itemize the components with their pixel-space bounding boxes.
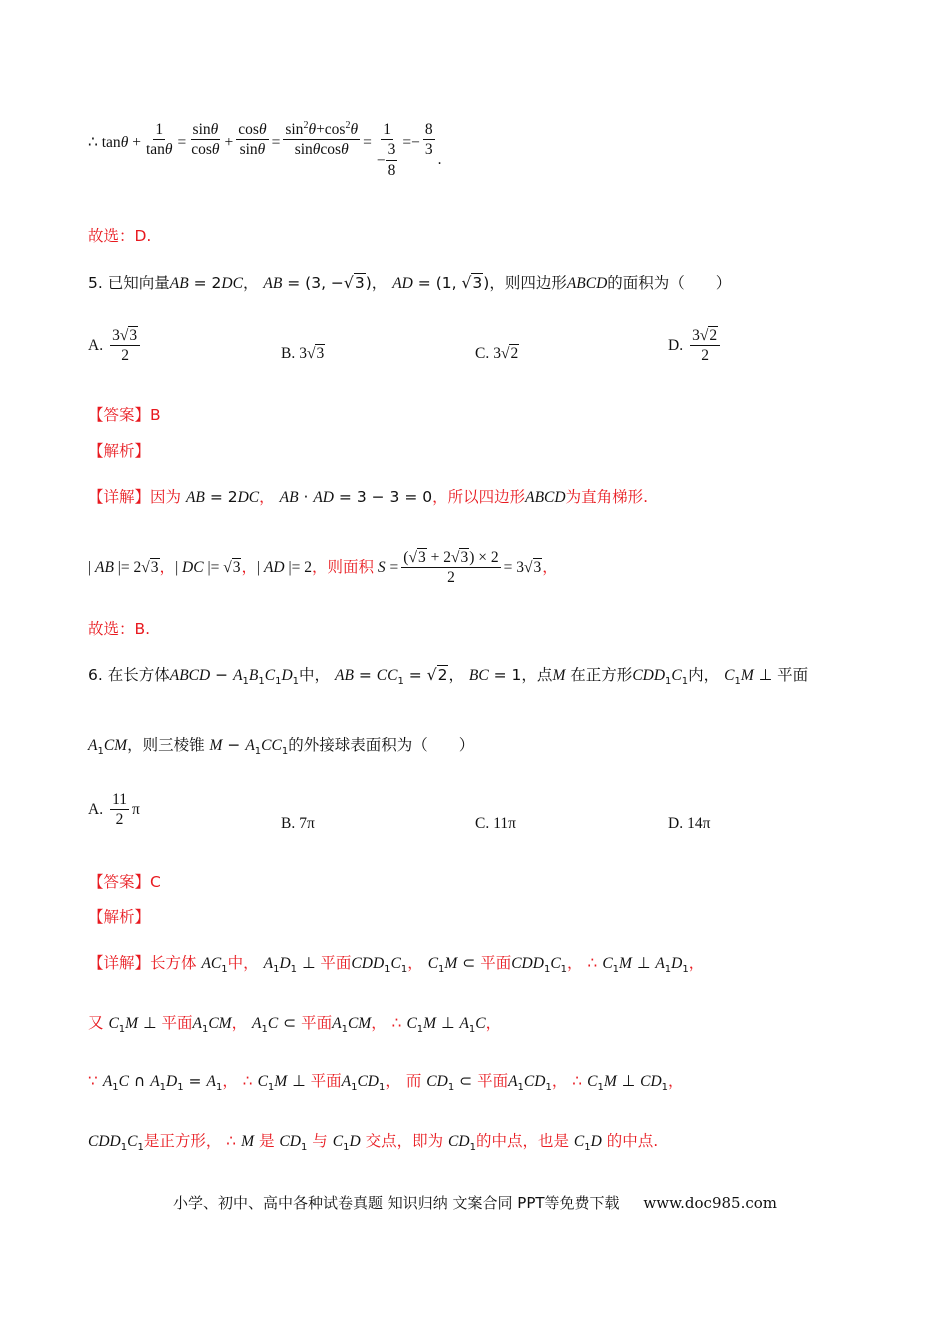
q6-option-d[interactable]: D. 14π [668, 815, 711, 832]
therefore-symbol: ∴ [88, 134, 98, 151]
footer-text: 小学、初中、高中各种试卷真题 知识归纳 文案合同 PPT等免费下载 [173, 1194, 620, 1212]
q5-analysis: 【解析】 [88, 442, 151, 460]
tan-equation: ∴ tanθ + $\frac{1}{\tan\theta}$ = $\frac{\sin\theta}{\cos\theta}$ + $\frac{\cos\theta}{\sin\theta}$ = $\frac{\sin^2\theta+\cos^2\theta}{\sin\theta\cos\theta}$ = 1 − $\frac{3}{8}$ = − $\frac{8}{3}$ . [88, 120, 442, 179]
q5-option-c[interactable]: C. 3√2 [475, 345, 519, 362]
q5-answer: 【答案】B [88, 406, 161, 424]
q5-conclusion: 故选：B. [88, 620, 151, 638]
q6-stem-line2: $A_1CM$，则三棱锥 $M - A_1CC_1$的外接球表面积为（ ） [88, 736, 475, 757]
footer-url-link[interactable]: www.doc985.com [643, 1194, 777, 1212]
q5-area-line: | AB |= 2√3 ， | DC |= √3 ， | AD |= 2 ，则面积 S = $\frac{(√3 + 2√3) \times 2}{2}$ = 3√3 ， [88, 549, 558, 587]
q6-detail-line4: $CDD_1C_1$是正方形， ∴ M 是 $CD_1$ 与 $C_1D$ 交点，即为 $CD_1$的中点，也是 $C_1D$ 的中点. [88, 1132, 659, 1153]
q5-stem: 5. 已知向量AB = 2DC， AB = (3, −√3)， AD = (1, √3)，则四边形ABCD的面积为（ ） [88, 274, 732, 292]
q5-option-a[interactable]: A. $\frac{3√3}{2}$ [88, 326, 143, 366]
page-footer [0, 1192, 950, 1213]
q6-answer: 【答案】C [88, 873, 161, 891]
prev-conclusion: 故选：D. [88, 227, 152, 245]
q6-detail-line2: 又 $C_1M$ ⊥ 平面$A_1CM$， $A_1C$ ⊂ 平面$A_1CM$， ∴ $C_1M$ ⊥ $A_1C$， [88, 1014, 502, 1035]
q6-option-c[interactable]: C. 11π [475, 815, 516, 832]
q6-analysis: 【解析】 [88, 908, 151, 926]
q6-detail-line1: 【详解】长方体 $AC_1$中， $A_1D_1$ ⊥ 平面$CDD_1C_1$， $C_1M$ ⊂ 平面$CDD_1C_1$， ∴ $C_1M$ ⊥ $A_1D_1$， [88, 954, 705, 975]
q5-detail: 【详解】因为 AB = 2DC， AB · AD = 3 − 3 = 0，所以四边形ABCD为直角梯形. [88, 488, 649, 506]
q6-detail-line3: ∵ $A_1C$ ∩ $A_1D_1 = A_1$， ∴ $C_1M$ ⊥ 平面$A_1CD_1$， 而 $CD_1$ ⊂ 平面$A_1CD_1$， ∴ $C_1M$ ⊥ $CD_1$， [88, 1072, 684, 1093]
q6-option-a[interactable]: A. $\frac{11}{2}$ π [88, 791, 140, 829]
q6-stem-line1: 6. 在长方体ABCD − $A_1B_1C_1D_1$中， AB = $CC_1 = √2$， BC = 1，点M 在正方形$CDD_1C_1$内， $C_1M$ ⊥ 平面 [88, 666, 809, 687]
q5-option-b[interactable]: B. 3√3 [281, 345, 325, 362]
q6-option-b[interactable]: B. 7π [281, 815, 315, 832]
q5-option-d[interactable]: D. $\frac{3√2}{2}$ [668, 326, 723, 366]
